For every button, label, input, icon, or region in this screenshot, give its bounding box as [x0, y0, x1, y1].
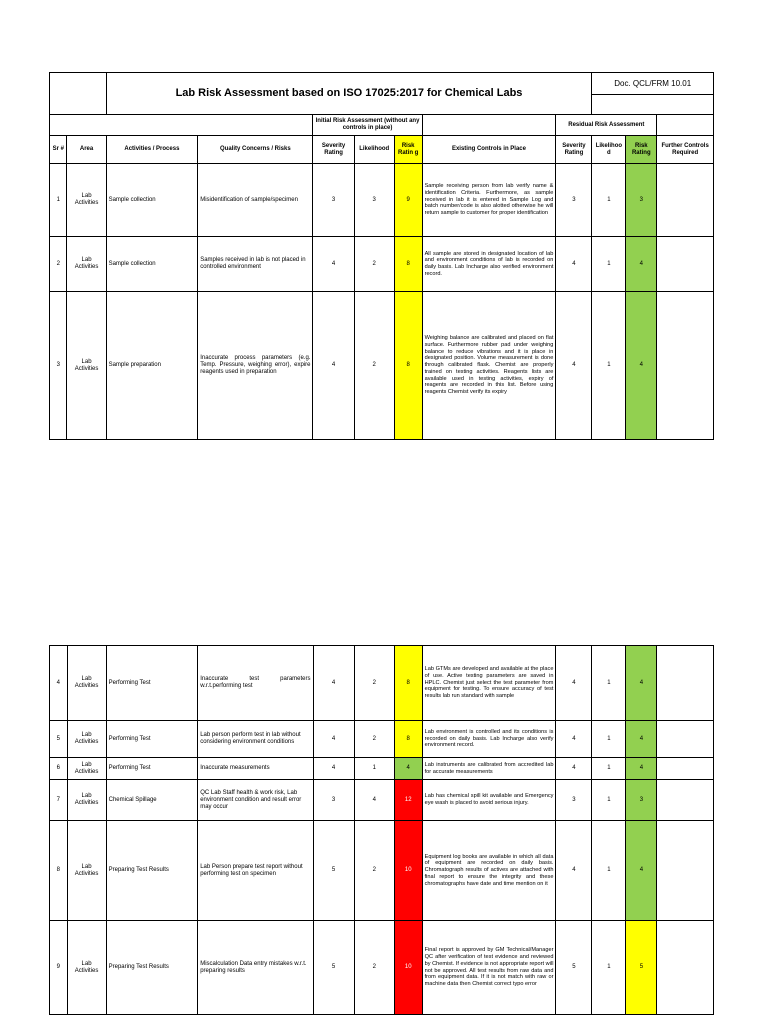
likelihood-cell: 2 [354, 292, 394, 440]
likelihood-cell: 2 [354, 237, 394, 292]
concern-cell: Inaccurate process parameters (e.g. Temp. Pressure, weighing error), expire reagents used in preparation [198, 292, 313, 440]
activity-cell: Sample preparation [106, 292, 198, 440]
col-residual-risk: Risk Rating [626, 136, 657, 164]
residual-risk-cell: 4 [626, 821, 657, 921]
residual-risk-cell: 3 [626, 780, 657, 821]
table-row [50, 821, 714, 921]
residual-severity-cell: 4 [556, 292, 592, 440]
further-controls-cell [657, 721, 714, 758]
controls-cell: Lab GTMs are developed and available at the place of use. Active testing parameters are saved in HPLC. Chemist just select the test parameter from equipment for testing. To ensure accuracy of test results lab run standard with sample [422, 646, 556, 721]
residual-likelihood-cell: 1 [592, 292, 626, 440]
residual-likelihood-cell: 1 [592, 721, 626, 758]
col-severity: Severity Rating [313, 136, 354, 164]
blank-cell [657, 115, 714, 136]
area-cell: Lab Activities [67, 164, 106, 237]
severity-cell: 4 [313, 758, 354, 780]
col-sr: Sr # [50, 136, 67, 164]
residual-likelihood-cell: 1 [592, 821, 626, 921]
activity-cell: Performing Test [106, 758, 198, 780]
severity-cell: 4 [313, 721, 354, 758]
table-row [50, 292, 714, 440]
residual-risk-cell: 4 [626, 646, 657, 721]
table-row [50, 237, 714, 292]
controls-cell: Weighing balance are calibrated and placed on flat surface. Furthermore rubber pad under weighing balance to reduce vibrations and it is place in designated position. Volume measurement is done through calibrated flask. Chemist are properly trained on testing activities. Reagents lists are available used in testing activities, expiry of reagents are recorded in this list. Before using reagents Chemist verify its expiry [422, 292, 556, 440]
concern-cell: QC Lab Staff health & work risk, Lab environment condition and result error may occur [198, 780, 313, 821]
document-title: Lab Risk Assessment based on ISO 17025:2017 for Chemical Labs [106, 73, 592, 115]
col-area: Area [67, 136, 106, 164]
sr-cell: 4 [50, 646, 68, 721]
blank-cell [50, 115, 313, 136]
activity-cell: Chemical Spillage [106, 780, 198, 821]
severity-cell: 5 [313, 821, 354, 921]
activity-cell: Performing Test [106, 721, 198, 758]
risk-cell: 8 [394, 237, 422, 292]
likelihood-cell: 2 [354, 646, 394, 721]
risk-table-page-2 [49, 645, 714, 1015]
concern-cell: Lab Person prepare test report without performing test on specimen [198, 821, 313, 921]
residual-likelihood-cell: 1 [592, 758, 626, 780]
risk-cell: 10 [394, 921, 422, 1015]
controls-cell: Lab environment is controlled and its conditions is recorded on daily basis. Lab Incharge also verify environment record. [422, 721, 556, 758]
blank-cell [50, 73, 107, 115]
controls-cell: Equipment log books are available in which all data of equipment are recorded on daily basis. Chromatograph results of actives are attached with final report to ensure the integrity and these chromatographs have date and time mention on it [422, 821, 556, 921]
further-controls-cell [657, 164, 714, 237]
risk-cell: 4 [394, 758, 422, 780]
controls-cell: Final report is approved by GM Technical/Manager QC after verification of test evidence and reviewed by Chemist. If evidence is not appropriate report will not be approved. All test results from raw data and from equipment data. If it is not match with raw or machine data then Chemist correct typo error [422, 921, 556, 1015]
table-row [50, 921, 714, 1015]
concern-cell: Inaccurate measurements [198, 758, 313, 780]
area-cell: Lab Activities [67, 721, 106, 758]
sr-cell: 1 [50, 164, 67, 237]
likelihood-cell: 2 [354, 821, 394, 921]
table-row [50, 646, 714, 721]
sr-cell: 8 [50, 821, 68, 921]
severity-cell: 3 [313, 780, 354, 821]
concern-cell: Misidentification of sample/specimen [198, 164, 313, 237]
residual-risk-cell: 5 [626, 921, 657, 1015]
controls-cell: Lab has chemical spill kit available and Emergency eye wash is placed to avoid serious injury. [422, 780, 556, 821]
table-row [50, 721, 714, 758]
risk-cell: 12 [394, 780, 422, 821]
likelihood-cell: 3 [354, 164, 394, 237]
activity-cell: Preparing Test Results [106, 821, 198, 921]
further-controls-cell [657, 921, 714, 1015]
sr-cell: 5 [50, 721, 68, 758]
severity-cell: 4 [313, 292, 354, 440]
activity-cell: Preparing Test Results [106, 921, 198, 1015]
residual-severity-cell: 4 [556, 758, 592, 780]
area-cell: Lab Activities [67, 237, 106, 292]
concern-cell: Miscalculation Data entry mistakes w.r.t. preparing results [198, 921, 313, 1015]
col-residual-likelihood: Likelihoo d [592, 136, 626, 164]
initial-assessment-header: Initial Risk Assessment (without any controls in place) [313, 115, 422, 136]
residual-likelihood-cell: 1 [592, 646, 626, 721]
sr-cell: 3 [50, 292, 67, 440]
risk-cell: 10 [394, 821, 422, 921]
area-cell: Lab Activities [67, 780, 106, 821]
activity-cell: Sample collection [106, 164, 198, 237]
residual-risk-cell: 4 [626, 237, 657, 292]
risk-cell: 8 [394, 646, 422, 721]
table-row [50, 780, 714, 821]
col-likelihood: Likelihood [354, 136, 394, 164]
controls-cell: All sample are stored in designated location of lab and environment conditions of lab is recorded on daily basis. Lab Incharge also verified environment record. [422, 237, 556, 292]
residual-risk-cell: 4 [626, 758, 657, 780]
further-controls-cell [657, 758, 714, 780]
residual-severity-cell: 4 [556, 721, 592, 758]
concern-cell: Samples received in lab is not placed in controlled environment [198, 237, 313, 292]
residual-likelihood-cell: 1 [592, 237, 626, 292]
residual-severity-cell: 4 [556, 237, 592, 292]
col-activity: Activities / Process [106, 136, 198, 164]
col-concern: Quality Concerns / Risks [198, 136, 313, 164]
concern-cell: Inaccurate test parameters w.r.t.performing test [198, 646, 313, 721]
sr-cell: 6 [50, 758, 68, 780]
residual-severity-cell: 5 [556, 921, 592, 1015]
col-residual-severity: Severity Rating [556, 136, 592, 164]
likelihood-cell: 1 [354, 758, 394, 780]
concern-cell: Lab person perform test in lab without considering environment conditions [198, 721, 313, 758]
risk-table-page-1 [49, 72, 714, 440]
residual-severity-cell: 4 [556, 646, 592, 721]
severity-cell: 3 [313, 164, 354, 237]
sr-cell: 2 [50, 237, 67, 292]
table-row [50, 758, 714, 780]
blank-cell [422, 115, 556, 136]
further-controls-cell [657, 237, 714, 292]
document-number: Doc. QCL/FRM 10.01 [592, 73, 714, 95]
sr-cell: 9 [50, 921, 68, 1015]
col-controls: Existing Controls in Place [422, 136, 556, 164]
severity-cell: 4 [313, 646, 354, 721]
controls-cell: Lab instruments are calibrated from accredited lab for accurate measurements [422, 758, 556, 780]
residual-likelihood-cell: 1 [592, 164, 626, 237]
severity-cell: 4 [313, 237, 354, 292]
further-controls-cell [657, 821, 714, 921]
table-row [50, 164, 714, 237]
area-cell: Lab Activities [67, 758, 106, 780]
blank-cell [592, 95, 714, 115]
risk-cell: 8 [394, 292, 422, 440]
col-further: Further Controls Required [657, 136, 714, 164]
residual-assessment-header: Residual Risk Assessment [556, 115, 657, 136]
area-cell: Lab Activities [67, 821, 106, 921]
residual-risk-cell: 4 [626, 292, 657, 440]
residual-severity-cell: 4 [556, 821, 592, 921]
area-cell: Lab Activities [67, 646, 106, 721]
sr-cell: 7 [50, 780, 68, 821]
further-controls-cell [657, 780, 714, 821]
further-controls-cell [657, 646, 714, 721]
area-cell: Lab Activities [67, 921, 106, 1015]
risk-cell: 8 [394, 721, 422, 758]
likelihood-cell: 2 [354, 921, 394, 1015]
activity-cell: Performing Test [106, 646, 198, 721]
activity-cell: Sample collection [106, 237, 198, 292]
residual-severity-cell: 3 [556, 780, 592, 821]
likelihood-cell: 2 [354, 721, 394, 758]
risk-cell: 9 [394, 164, 422, 237]
residual-likelihood-cell: 1 [592, 921, 626, 1015]
controls-cell: Sample receiving person from lab verify name & identification Criteria. Furthermore, as sample received in lab it is entered in Sample Log and batch number/code is also alotted otherwise he will return sample to customer for proper identification [422, 164, 556, 237]
residual-risk-cell: 3 [626, 164, 657, 237]
further-controls-cell [657, 292, 714, 440]
area-cell: Lab Activities [67, 292, 106, 440]
residual-severity-cell: 3 [556, 164, 592, 237]
col-risk: Risk Ratin g [394, 136, 422, 164]
severity-cell: 5 [313, 921, 354, 1015]
residual-risk-cell: 4 [626, 721, 657, 758]
residual-likelihood-cell: 1 [592, 780, 626, 821]
likelihood-cell: 4 [354, 780, 394, 821]
